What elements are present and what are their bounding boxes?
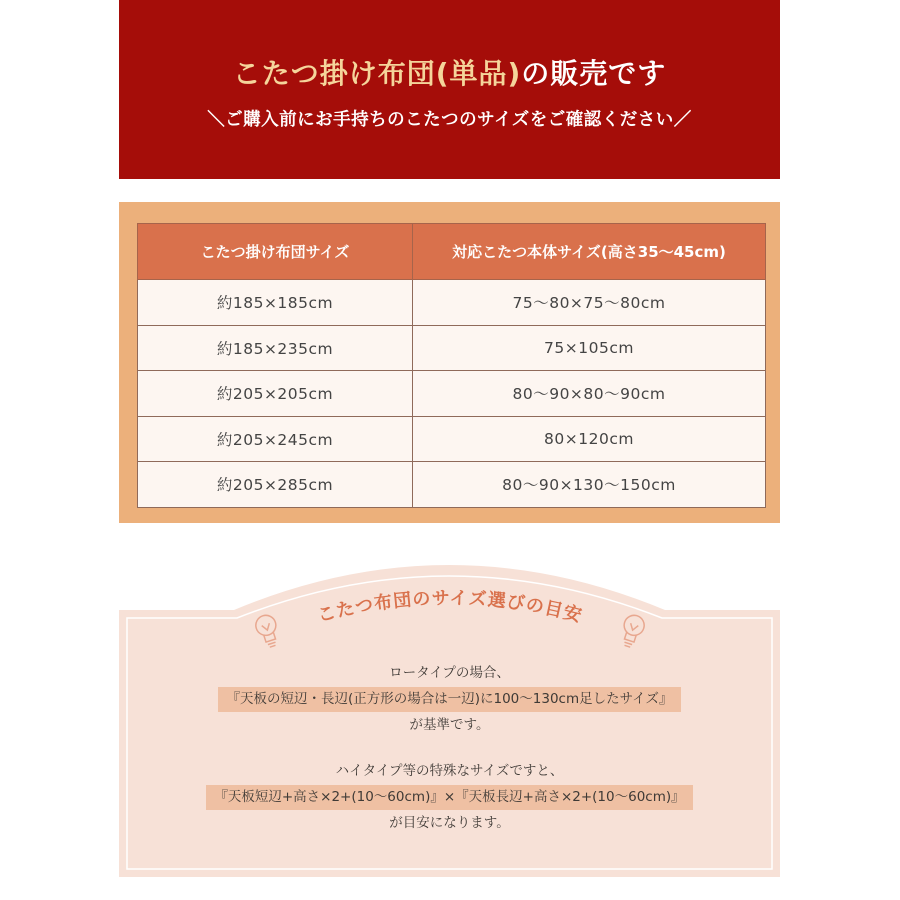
size-table [137,223,766,508]
high-type-outro: が目安になります。 [389,815,510,831]
table-row [138,416,766,462]
futon-size-cell: 約185×235cm [138,325,413,371]
guide-title-svg [119,540,780,650]
guide-title-area [119,540,780,650]
futon-size-cell: 約205×205cm [138,371,413,417]
kotatsu-size-cell: 80～90×130～150cm [413,462,766,508]
header-futon-size: こたつ掛け布団サイズ [138,224,413,280]
table-row [138,371,766,417]
svg-text:こたつ布団のサイズ選びの目安 [315,588,584,627]
table-header-row [138,224,766,280]
futon-size-cell: 約185×185cm [138,280,413,326]
low-type-outro: が基準です。 [409,717,490,733]
high-type-intro: ハイタイプ等の特殊なサイズですと、 [335,763,564,779]
lightbulb-icon [253,610,283,654]
lightbulb-icon [617,610,647,654]
guide-title: こたつ布団のサイズ選びの目安 [315,587,585,627]
table-row [138,325,766,371]
low-type-formula: 『天板の短辺・長辺(正方形の場合は一辺)に100～130cm足したサイズ』 [218,687,680,712]
size-guide-panel [119,540,780,877]
table-row [138,462,766,508]
header-kotatsu-size: 対応こたつ本体サイズ(高さ35～45cm) [413,224,766,280]
banner-title-accent: こたつ掛け布団(単品) [232,57,522,90]
kotatsu-size-cell: 75～80×75～80cm [413,280,766,326]
banner-subtitle: ＼ご購入前にお手持ちのこたつのサイズをご確認ください／ [207,110,692,130]
header-banner [119,0,780,179]
kotatsu-size-cell: 80×120cm [413,416,766,462]
banner-title [119,52,780,92]
table-row [138,280,766,326]
kotatsu-size-cell: 80～90×80～90cm [413,371,766,417]
futon-size-cell: 約205×285cm [138,462,413,508]
futon-size-cell: 約205×245cm [138,416,413,462]
kotatsu-size-cell: 75×105cm [413,325,766,371]
banner-title-rest: の販売です [521,57,667,90]
size-table-panel [119,202,780,523]
guide-body [119,660,780,836]
high-type-formula: 『天板短辺+高さ×2+(10～60cm)』×『天板長辺+高さ×2+(10～60cm)』 [206,785,692,810]
low-type-intro: ロータイプの場合、 [389,665,510,681]
